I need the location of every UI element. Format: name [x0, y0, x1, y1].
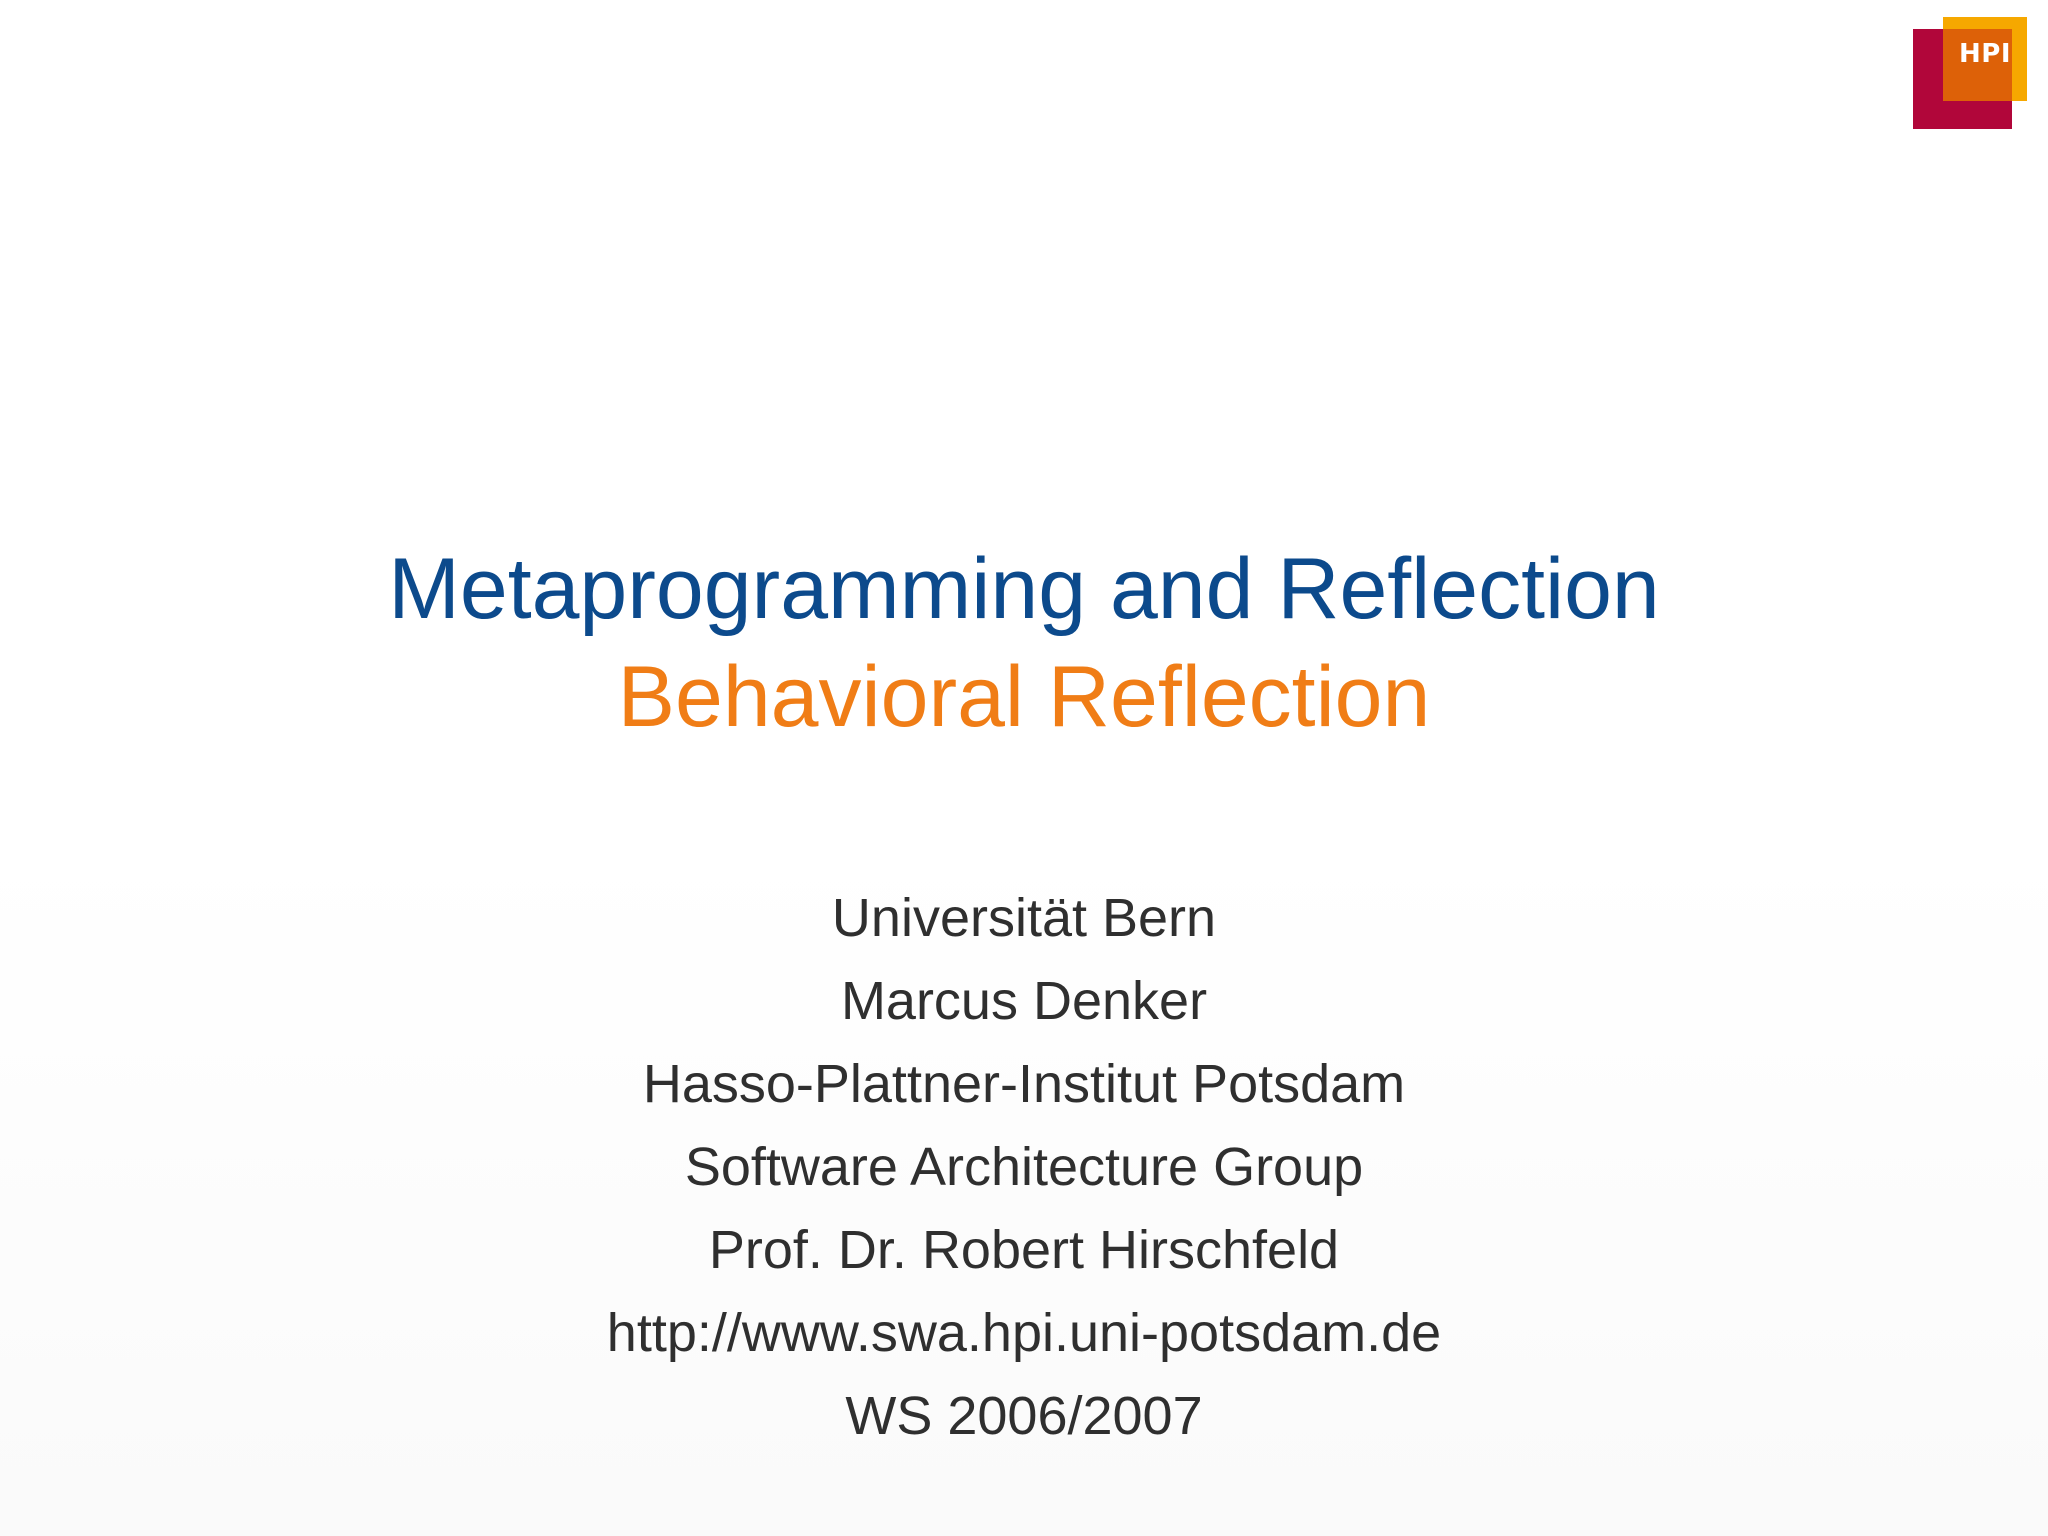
info-institute: Hasso-Plattner-Institut Potsdam: [642, 1054, 1406, 1114]
info-lecturer: Marcus Denker: [840, 971, 1208, 1031]
title-block: [0, 535, 2048, 751]
slide-subtitle: Behavioral Reflection: [617, 649, 1431, 745]
author-info: [0, 877, 2048, 1458]
hpi-logo: [1913, 17, 2027, 129]
slide-title: Metaprogramming and Reflection: [388, 541, 1660, 637]
info-url: http://www.swa.hpi.uni-potsdam.de: [606, 1303, 1442, 1363]
info-group: Software Architecture Group: [684, 1137, 1364, 1197]
logo-text: HPI: [1959, 39, 2011, 69]
info-semester: WS 2006/2007: [845, 1386, 1203, 1446]
info-professor: Prof. Dr. Robert Hirschfeld: [708, 1220, 1340, 1280]
info-university: Universität Bern: [831, 888, 1217, 948]
